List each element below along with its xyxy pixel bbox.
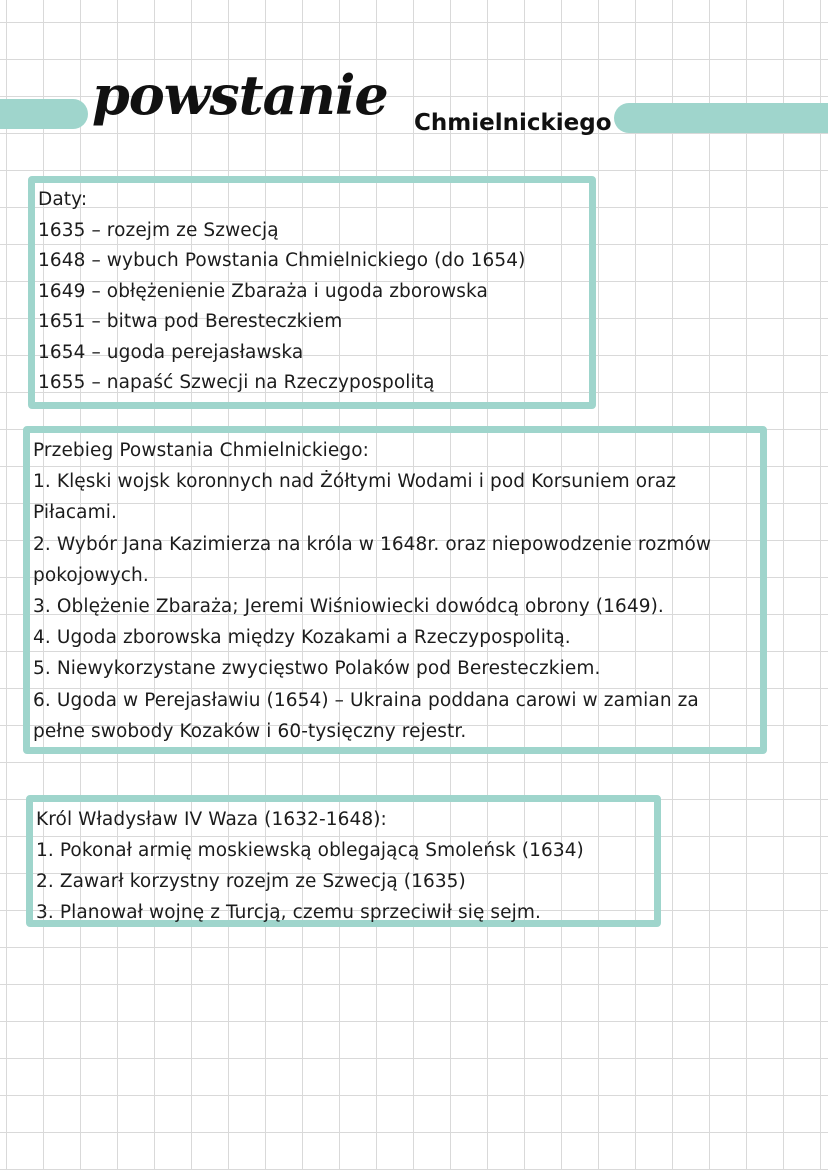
king-line: 2. Zawarł korzystny rozejm ze Szwecją (1635) <box>36 871 466 892</box>
dates-box <box>28 176 596 409</box>
date-item: 1649 – obłężenienie Zbaraża i ugoda zborowska <box>38 280 488 302</box>
course-line: 2. Wybór Jana Kazimierza na króla w 1648r. oraz niepowodzenie rozmów <box>33 533 712 555</box>
king-box <box>26 795 661 927</box>
king-heading: Król Władysław IV Waza (1632-1648): <box>36 809 387 830</box>
course-line: 4. Ugoda zborowska między Kozakami a Rzeczypospolitą. <box>33 627 571 649</box>
king-line: 3. Planował wojnę z Turcją, czemu sprzeciwił się sejm. <box>36 902 541 923</box>
decorative-bar-left <box>0 99 88 129</box>
page-subtitle: Chmielnickiego <box>414 110 612 136</box>
course-box <box>23 426 767 754</box>
course-line: 3. Oblężenie Zbaraża; Jeremi Wiśniowiecki dowódcą obrony (1649). <box>33 596 664 618</box>
decorative-bar-right <box>614 103 828 133</box>
date-item: 1635 – rozejm ze Szwecją <box>38 219 279 241</box>
date-item: 1648 – wybuch Powstania Chmielnickiego (do 1654) <box>38 250 526 271</box>
course-line: 5. Niewykorzystane zwycięstwo Polaków pod Beresteczkiem. <box>33 658 601 680</box>
course-line: pokojowych. <box>33 564 149 586</box>
course-line: Piłacami. <box>33 502 117 524</box>
date-item: 1654 – ugoda perejasławska <box>38 341 304 363</box>
king-line: 1. Pokonał armię moskiewską oblegającą Smoleńsk (1634) <box>36 840 584 861</box>
date-item: 1655 – napaść Szwecji na Rzeczypospolitą <box>38 372 435 393</box>
course-line: pełne swobody Kozaków i 60-tysięczny rejestr. <box>33 720 467 742</box>
course-line: 6. Ugoda w Perejasławiu (1654) – Ukraina poddana carowi w zamian za <box>33 689 699 711</box>
course-heading: Przebieg Powstania Chmielnickiego: <box>33 440 369 461</box>
page-title: powstanie <box>92 63 388 127</box>
dates-heading: Daty: <box>38 189 88 210</box>
date-item: 1651 – bitwa pod Beresteczkiem <box>38 311 343 332</box>
course-line: 1. Klęski wojsk koronnych nad Żółtymi Wodami i pod Korsuniem oraz <box>33 471 677 493</box>
